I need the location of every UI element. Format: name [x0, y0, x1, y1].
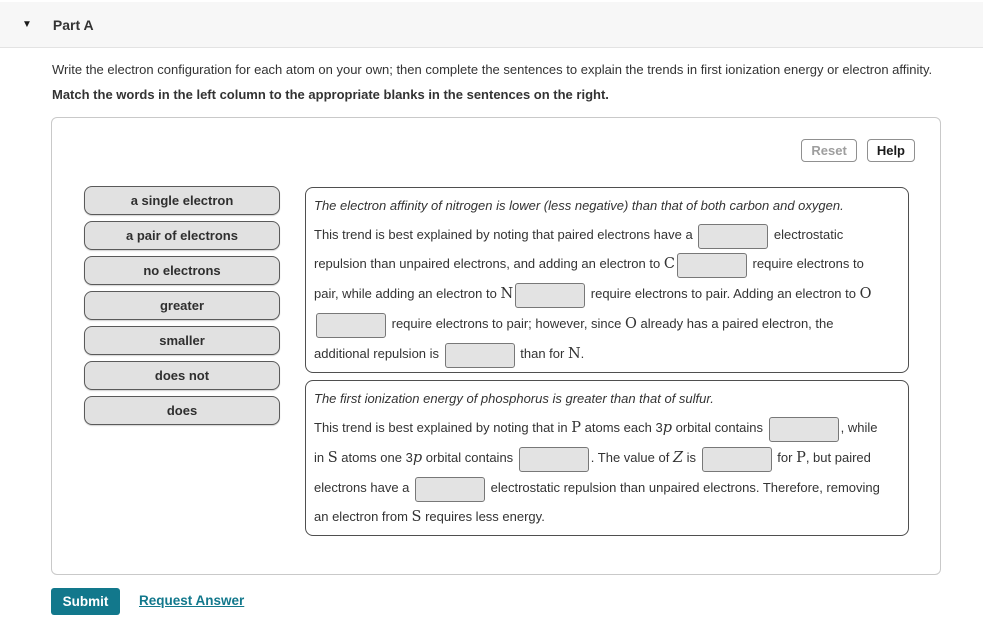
sentence-text: require electrons to pair; however, since — [388, 316, 626, 331]
word-chip[interactable]: smaller — [84, 326, 280, 355]
math-symbol: Z — [672, 450, 684, 466]
math-symbol: O — [859, 286, 872, 302]
answer-blank[interactable] — [415, 477, 485, 502]
math-symbol: S — [327, 450, 338, 466]
activity-toolbar — [801, 139, 915, 162]
reset-button[interactable]: Reset — [801, 139, 856, 162]
sentence-line — [314, 473, 900, 502]
answer-blank[interactable] — [677, 253, 747, 278]
word-bank — [84, 186, 280, 425]
sentence-text: require electrons to — [748, 256, 864, 271]
sentence-text: , but paired — [805, 450, 871, 465]
sentence-text: is — [683, 450, 700, 465]
sentence-text: already has a paired electron, the — [636, 316, 834, 331]
sentence-text: atoms one 3 — [337, 450, 413, 465]
sentence-lead-italic: The electron affinity of nitrogen is lower (less negative) than that of both carbon and oxygen. — [314, 198, 844, 213]
sentence-text: . The value of — [590, 450, 673, 465]
sentence-text: repulsion than unpaired electrons, and adding an electron to — [314, 256, 664, 271]
sentence-line — [314, 502, 900, 532]
answer-blank[interactable] — [316, 313, 386, 338]
part-title: Part A — [52, 16, 94, 33]
word-chip[interactable]: a single electron — [84, 186, 280, 215]
sentence-text: require electrons to pair. Adding an electron to — [587, 286, 860, 301]
collapse-caret-icon[interactable]: ▼ — [22, 19, 32, 30]
sentence-text: electrostatic — [770, 227, 844, 242]
math-symbol: P — [571, 420, 582, 436]
sentence-text: electrons have a — [314, 480, 414, 495]
sentence-line — [314, 309, 900, 339]
sentence-line — [314, 279, 900, 309]
sentence-text: electrostatic repulsion than unpaired electrons. Therefore, removing — [487, 480, 880, 495]
sentence-text: pair, while adding an electron to — [314, 286, 501, 301]
answer-blank[interactable] — [519, 447, 589, 472]
math-symbol: O — [625, 316, 637, 332]
part-a-header[interactable] — [0, 2, 983, 48]
word-chip[interactable]: a pair of electrons — [84, 221, 280, 250]
answer-blank[interactable] — [702, 447, 772, 472]
request-answer-link[interactable]: Request Answer — [139, 593, 245, 608]
sentence-line — [314, 339, 900, 369]
math-symbol: P — [796, 450, 806, 466]
word-chip[interactable]: greater — [84, 291, 280, 320]
sentence-text: for — [773, 450, 797, 465]
sentence-text: This trend is best explained by noting that in — [314, 420, 572, 435]
sentence-text: orbital contains — [422, 450, 517, 465]
sentence-text: an electron from — [314, 509, 412, 524]
math-symbol: p — [662, 420, 672, 436]
math-symbol: N — [567, 346, 581, 362]
instruction-text: Write the electron configuration for each atom on your own; then complete the sentences to explain the trends in first ionization energy or electron affinity. — [52, 62, 933, 77]
sentence-text: . — [580, 346, 585, 361]
word-chip[interactable]: does not — [84, 361, 280, 390]
answer-blank[interactable] — [698, 224, 768, 249]
sentence-box — [305, 187, 909, 373]
answer-blank[interactable] — [769, 417, 839, 442]
sentence-line — [314, 249, 900, 279]
word-chip[interactable]: does — [84, 396, 280, 425]
math-symbol: p — [412, 450, 423, 466]
sentence-text: atoms each 3 — [581, 420, 663, 435]
help-button[interactable]: Help — [867, 139, 915, 162]
sentence-lead-italic: The first ionization energy of phosphorus is greater than that of sulfur. — [314, 391, 714, 406]
math-symbol: S — [411, 509, 422, 525]
submit-button[interactable]: Submit — [51, 588, 120, 615]
sentence-text: This trend is best explained by noting that paired electrons have a — [314, 227, 697, 242]
math-symbol: C — [663, 256, 675, 272]
answer-blank[interactable] — [445, 343, 515, 368]
matching-activity-panel — [51, 117, 941, 575]
sentence-text: than for — [516, 346, 568, 361]
word-chip[interactable]: no electrons — [84, 256, 280, 285]
sentence-line — [314, 413, 900, 443]
sentence-line — [314, 220, 900, 249]
sentence-line — [314, 443, 900, 473]
math-symbol: N — [500, 286, 514, 302]
sentence-box — [305, 380, 909, 536]
answer-blank[interactable] — [515, 283, 585, 308]
sentence-text: requires less energy. — [421, 509, 545, 524]
sentence-text: orbital contains — [671, 420, 767, 435]
sentence-text: , while — [840, 420, 878, 435]
sentence-text: additional repulsion is — [314, 346, 443, 361]
sentence-text: in — [314, 450, 328, 465]
match-instruction-text: Match the words in the left column to the appropriate blanks in the sentences on the right. — [52, 87, 609, 102]
